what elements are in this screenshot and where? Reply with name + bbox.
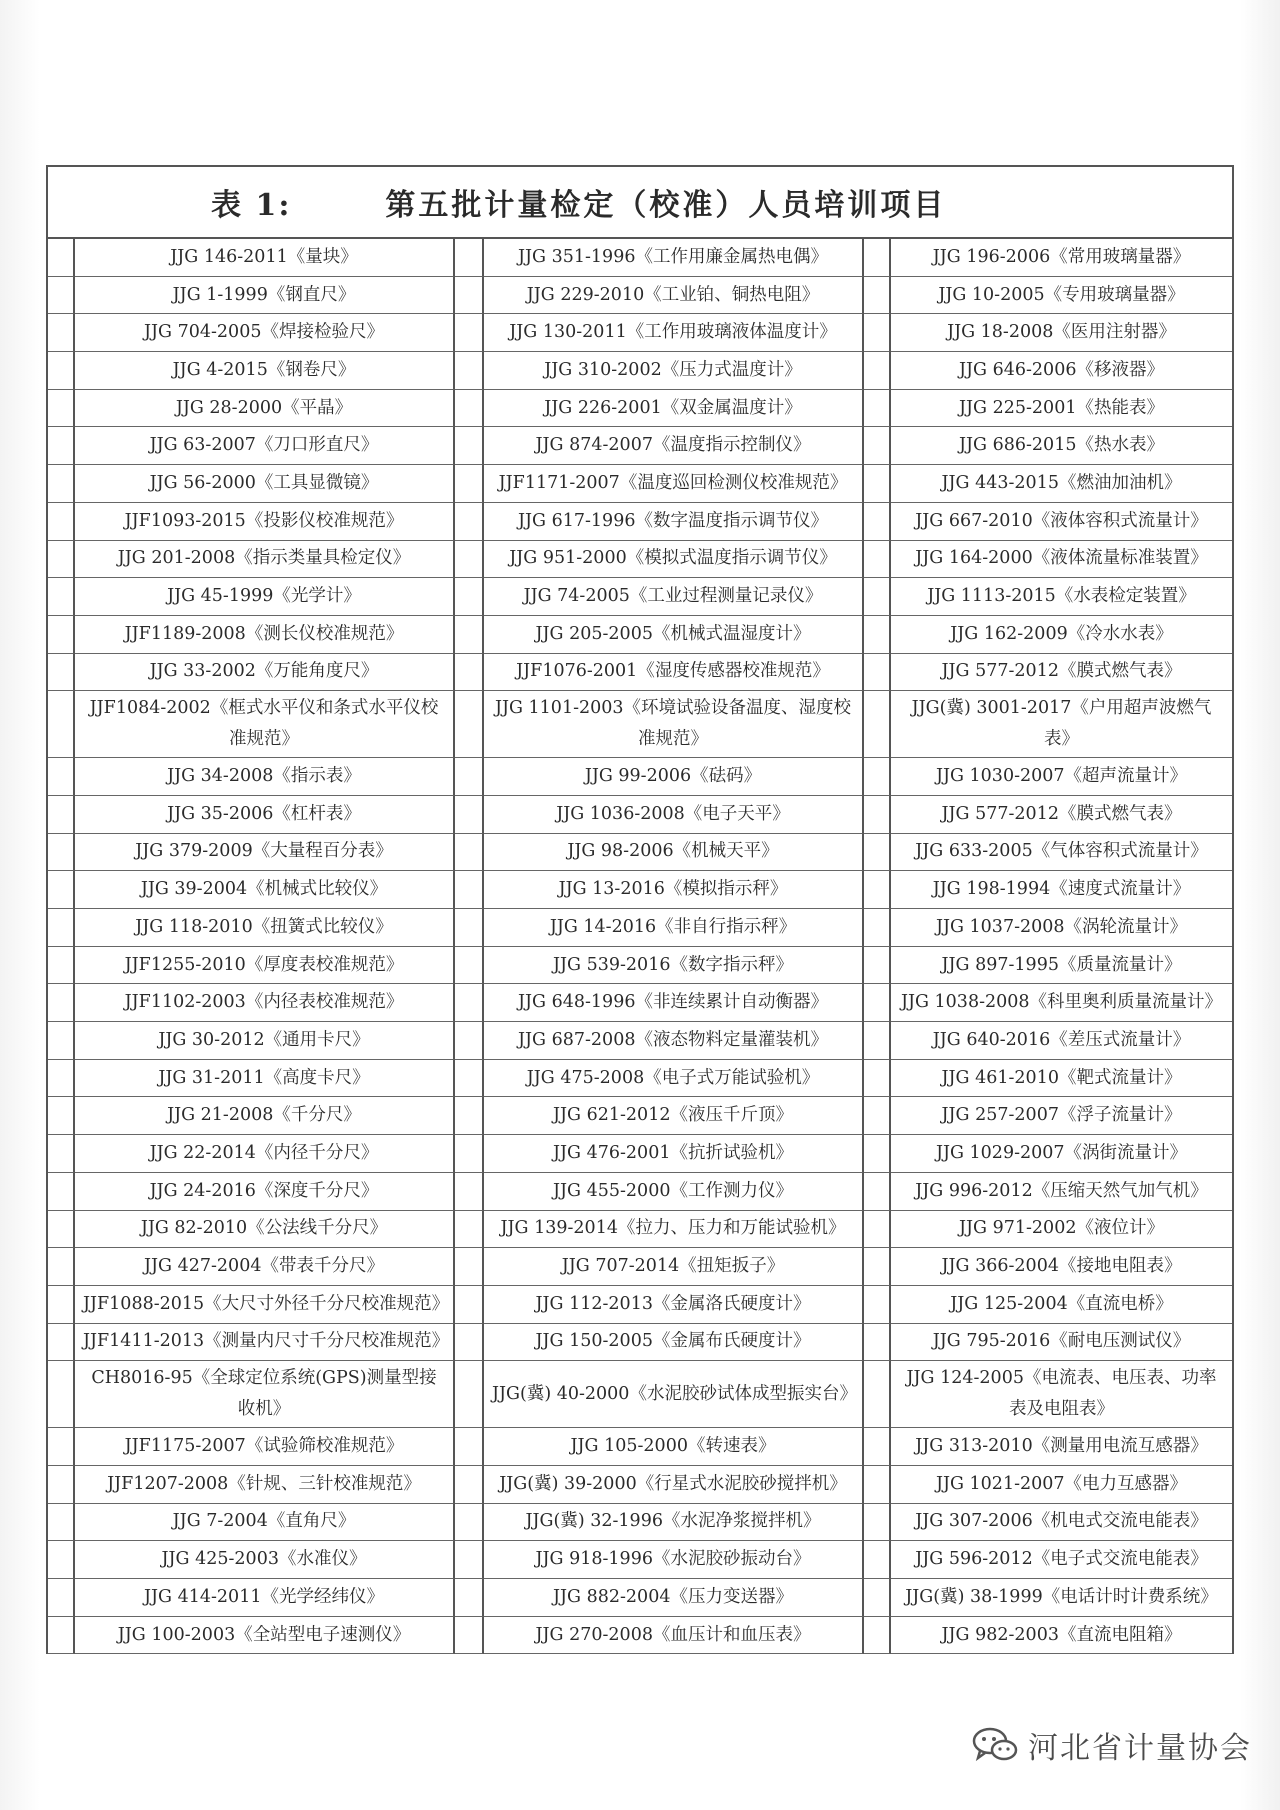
row-gap-cell xyxy=(455,1324,484,1362)
table-cell: JJG 22-2014《内径千分尺》 xyxy=(75,1135,455,1173)
table-cell: JJG(冀) 3001-2017《户用超声波燃气表》 xyxy=(891,691,1232,758)
table-cell: JJG 310-2002《压力式温度计》 xyxy=(484,352,864,390)
row-gap-cell xyxy=(864,1097,891,1135)
row-gap-cell xyxy=(455,1361,484,1428)
row-gap-cell xyxy=(864,871,891,909)
row-gap-cell xyxy=(455,871,484,909)
table-cell: JJG 4-2015《钢卷尺》 xyxy=(75,352,455,390)
table-cell: JJG 229-2010《工业铂、铜热电阻》 xyxy=(484,277,864,315)
table-cell: JJG 667-2010《液体容积式流量计》 xyxy=(891,503,1232,541)
row-gap-cell xyxy=(455,1173,484,1211)
table-cell: JJG 14-2016《非自行指示秤》 xyxy=(484,909,864,947)
row-gap-cell xyxy=(864,1211,891,1249)
row-gap-cell xyxy=(48,465,75,503)
row-gap-cell xyxy=(864,1617,891,1655)
table-cell: JJG 475-2008《电子式万能试验机》 xyxy=(484,1060,864,1098)
table-cell: JJG 162-2009《冷水水表》 xyxy=(891,616,1232,654)
table-cell: JJG 118-2010《扭簧式比较仪》 xyxy=(75,909,455,947)
table-cell: JJG 34-2008《指示表》 xyxy=(75,758,455,796)
row-gap-cell xyxy=(455,834,484,872)
row-gap-cell xyxy=(455,1466,484,1504)
row-gap-cell xyxy=(455,1286,484,1324)
row-gap-cell xyxy=(864,984,891,1022)
table-cell: JJG 646-2006《移液器》 xyxy=(891,352,1232,390)
table-cell: JJG(冀) 32-1996《水泥净浆搅拌机》 xyxy=(484,1504,864,1542)
row-gap-cell xyxy=(48,352,75,390)
row-gap-cell xyxy=(864,503,891,541)
table-cell: JJG 18-2008《医用注射器》 xyxy=(891,314,1232,352)
row-gap-cell xyxy=(455,984,484,1022)
table-cell: JJG 1101-2003《环境试验设备温度、湿度校准规范》 xyxy=(484,691,864,758)
row-gap-cell xyxy=(48,277,75,315)
table-cell: JJG(冀) 38-1999《电话计时计费系统》 xyxy=(891,1579,1232,1617)
row-gap-cell xyxy=(455,1060,484,1098)
row-gap-cell xyxy=(455,352,484,390)
row-gap-cell xyxy=(455,239,484,277)
table-cell: JJG 33-2002《万能角度尺》 xyxy=(75,654,455,692)
row-gap-cell xyxy=(48,1097,75,1135)
row-gap-cell xyxy=(48,616,75,654)
table-cell: JJF1175-2007《试验筛校准规范》 xyxy=(75,1428,455,1466)
row-gap-cell xyxy=(48,390,75,428)
table-cell: JJG 461-2010《靶式流量计》 xyxy=(891,1060,1232,1098)
row-gap-cell xyxy=(864,834,891,872)
row-gap-cell xyxy=(864,691,891,758)
row-gap-cell xyxy=(48,654,75,692)
table-cell: JJG 1029-2007《涡街流量计》 xyxy=(891,1135,1232,1173)
row-gap-cell xyxy=(455,947,484,985)
table-cell: JJG 313-2010《测量用电流互感器》 xyxy=(891,1428,1232,1466)
row-gap-cell xyxy=(455,1617,484,1655)
row-gap-cell xyxy=(455,616,484,654)
table-cell: JJG 617-1996《数字温度指示调节仪》 xyxy=(484,503,864,541)
table-cell: JJG 633-2005《气体容积式流量计》 xyxy=(891,834,1232,872)
row-gap-cell xyxy=(864,1248,891,1286)
row-gap-cell xyxy=(455,796,484,834)
table-cell: JJG 21-2008《千分尺》 xyxy=(75,1097,455,1135)
table-cell: JJG 621-2012《液压千斤顶》 xyxy=(484,1097,864,1135)
table-cell: JJG 443-2015《燃油加油机》 xyxy=(891,465,1232,503)
table-cell: JJG 366-2004《接地电阻表》 xyxy=(891,1248,1232,1286)
row-gap-cell xyxy=(48,1579,75,1617)
row-gap-cell xyxy=(864,1173,891,1211)
row-gap-cell xyxy=(455,578,484,616)
table-cell: JJG 30-2012《通用卡尺》 xyxy=(75,1022,455,1060)
row-gap-cell xyxy=(864,1286,891,1324)
row-gap-cell xyxy=(864,909,891,947)
table-cell: JJG 105-2000《转速表》 xyxy=(484,1428,864,1466)
table-cell: JJG 124-2005《电流表、电压表、功率表及电阻表》 xyxy=(891,1361,1232,1428)
table-cell: JJG 82-2010《公法线千分尺》 xyxy=(75,1211,455,1249)
row-gap-cell xyxy=(48,1324,75,1362)
table-cell: JJG 982-2003《直流电阻箱》 xyxy=(891,1617,1232,1655)
table-cell: JJG 414-2011《光学经纬仪》 xyxy=(75,1579,455,1617)
table-cell: JJG 74-2005《工业过程测量记录仪》 xyxy=(484,578,864,616)
row-gap-cell xyxy=(864,239,891,277)
row-gap-cell xyxy=(864,1579,891,1617)
table-cell: JJG 918-1996《水泥胶砂振动台》 xyxy=(484,1541,864,1579)
row-gap-cell xyxy=(455,1097,484,1135)
row-gap-cell xyxy=(864,1022,891,1060)
table-cell: JJG 1037-2008《涡轮流量计》 xyxy=(891,909,1232,947)
row-gap-cell xyxy=(455,909,484,947)
table-cell: JJG 539-2016《数字指示秤》 xyxy=(484,947,864,985)
row-gap-cell xyxy=(455,1211,484,1249)
table-cell: JJG 648-1996《非连续累计自动衡器》 xyxy=(484,984,864,1022)
table-cell: JJF1255-2010《厚度表校准规范》 xyxy=(75,947,455,985)
table-cell: JJG 28-2000《平晶》 xyxy=(75,390,455,428)
row-gap-cell xyxy=(864,465,891,503)
row-gap-cell xyxy=(864,277,891,315)
table-cell: JJG 196-2006《常用玻璃量器》 xyxy=(891,239,1232,277)
row-gap-cell xyxy=(864,654,891,692)
row-gap-cell xyxy=(455,1504,484,1542)
row-gap-cell xyxy=(455,691,484,758)
row-gap-cell xyxy=(48,1060,75,1098)
table-cell: JJG 874-2007《温度指示控制仪》 xyxy=(484,427,864,465)
row-gap-cell xyxy=(864,1504,891,1542)
row-gap-cell xyxy=(48,314,75,352)
table-cell: JJF1088-2015《大尺寸外径千分尺校准规范》 xyxy=(75,1286,455,1324)
row-gap-cell xyxy=(48,758,75,796)
table-cell: JJG 99-2006《砝码》 xyxy=(484,758,864,796)
table-cell: JJG(冀) 39-2000《行星式水泥胶砂搅拌机》 xyxy=(484,1466,864,1504)
table-cell: JJG 63-2007《刀口形直尺》 xyxy=(75,427,455,465)
table-cell: JJG 577-2012《膜式燃气表》 xyxy=(891,654,1232,692)
row-gap-cell xyxy=(864,578,891,616)
table-cell: JJG 31-2011《高度卡尺》 xyxy=(75,1060,455,1098)
table-cell: JJG 427-2004《带表千分尺》 xyxy=(75,1248,455,1286)
table-cell: JJG 226-2001《双金属温度计》 xyxy=(484,390,864,428)
table-cell: JJG 795-2016《耐电压测试仪》 xyxy=(891,1324,1232,1362)
row-gap-cell xyxy=(864,758,891,796)
table-cell: JJG 257-2007《浮子流量计》 xyxy=(891,1097,1232,1135)
watermark xyxy=(972,1723,1252,1767)
table-cell: JJG 225-2001《热能表》 xyxy=(891,390,1232,428)
table-cell: JJG 205-2005《机械式温湿度计》 xyxy=(484,616,864,654)
row-gap-cell xyxy=(48,1504,75,1542)
row-gap-cell xyxy=(864,541,891,579)
table-cell: JJG 164-2000《液体流量标准装置》 xyxy=(891,541,1232,579)
row-gap-cell xyxy=(864,947,891,985)
row-gap-cell xyxy=(864,427,891,465)
row-gap-cell xyxy=(864,352,891,390)
table-cell: JJG 455-2000《工作测力仪》 xyxy=(484,1173,864,1211)
table-cell: JJG 971-2002《液位计》 xyxy=(891,1211,1232,1249)
table-cell: JJG 10-2005《专用玻璃量器》 xyxy=(891,277,1232,315)
table-cell: JJG 100-2003《全站型电子速测仪》 xyxy=(75,1617,455,1655)
table-cell: JJG 882-2004《压力变送器》 xyxy=(484,1579,864,1617)
table-cell: JJF1093-2015《投影仪校准规范》 xyxy=(75,503,455,541)
training-table xyxy=(46,165,1234,1654)
row-gap-cell xyxy=(48,1541,75,1579)
row-gap-cell xyxy=(48,691,75,758)
row-gap-cell xyxy=(48,796,75,834)
row-gap-cell xyxy=(864,390,891,428)
table-cell: JJG 704-2005《焊接检验尺》 xyxy=(75,314,455,352)
row-gap-cell xyxy=(48,1211,75,1249)
table-cell: JJG 112-2013《金属洛氏硬度计》 xyxy=(484,1286,864,1324)
row-gap-cell xyxy=(455,277,484,315)
table-cell: JJG 379-2009《大量程百分表》 xyxy=(75,834,455,872)
table-cell: JJG 351-1996《工作用廉金属热电偶》 xyxy=(484,239,864,277)
table-cell: JJG 596-2012《电子式交流电能表》 xyxy=(891,1541,1232,1579)
table-cell: JJG 307-2006《机电式交流电能表》 xyxy=(891,1504,1232,1542)
table-cell: JJG 139-2014《拉力、压力和万能试验机》 xyxy=(484,1211,864,1249)
table-cell: JJG 640-2016《差压式流量计》 xyxy=(891,1022,1232,1060)
table-cell: JJG 13-2016《模拟指示秤》 xyxy=(484,871,864,909)
table-cell: JJF1171-2007《温度巡回检测仪校准规范》 xyxy=(484,465,864,503)
row-gap-cell xyxy=(864,1060,891,1098)
table-cell: JJG 476-2001《抗折试验机》 xyxy=(484,1135,864,1173)
table-cell: JJG 1038-2008《科里奥利质量流量计》 xyxy=(891,984,1232,1022)
table-cell: JJG 707-2014《扭矩扳子》 xyxy=(484,1248,864,1286)
wechat-icon xyxy=(972,1726,1018,1764)
watermark-text: 河北省计量协会 xyxy=(1028,1731,1252,1766)
row-gap-cell xyxy=(864,1541,891,1579)
table-cell: JJG 45-1999《光学计》 xyxy=(75,578,455,616)
table-cell: JJG 39-2004《机械式比较仪》 xyxy=(75,871,455,909)
row-gap-cell xyxy=(864,1361,891,1428)
row-gap-cell xyxy=(48,1428,75,1466)
row-gap-cell xyxy=(48,1135,75,1173)
table-cell: JJG 1030-2007《超声流量计》 xyxy=(891,758,1232,796)
row-gap-cell xyxy=(864,1324,891,1362)
table-cell: JJF1411-2013《测量内尺寸千分尺校准规范》 xyxy=(75,1324,455,1362)
row-gap-cell xyxy=(48,578,75,616)
table-cell: JJF1189-2008《测长仪校准规范》 xyxy=(75,616,455,654)
table-cell: JJG 425-2003《水准仪》 xyxy=(75,1541,455,1579)
table-cell: JJG 897-1995《质量流量计》 xyxy=(891,947,1232,985)
row-gap-cell xyxy=(455,1135,484,1173)
row-gap-cell xyxy=(864,616,891,654)
row-gap-cell xyxy=(48,871,75,909)
table-cell: JJG 56-2000《工具显微镜》 xyxy=(75,465,455,503)
table-cell: JJG 1021-2007《电力互感器》 xyxy=(891,1466,1232,1504)
table-cell: JJF1102-2003《内径表校准规范》 xyxy=(75,984,455,1022)
row-gap-cell xyxy=(48,239,75,277)
table-cell: JJG 201-2008《指示类量具检定仪》 xyxy=(75,541,455,579)
table-cell: JJG 35-2006《杠杆表》 xyxy=(75,796,455,834)
table-cell: JJG 1113-2015《水表检定装置》 xyxy=(891,578,1232,616)
table-cell: JJG 687-2008《液态物料定量灌装机》 xyxy=(484,1022,864,1060)
row-gap-cell xyxy=(455,1579,484,1617)
table-cell: JJG 577-2012《膜式燃气表》 xyxy=(891,796,1232,834)
row-gap-cell xyxy=(455,390,484,428)
row-gap-cell xyxy=(48,541,75,579)
row-gap-cell xyxy=(48,1466,75,1504)
table-title-row xyxy=(48,167,1232,239)
table-cell: JJG 7-2004《直角尺》 xyxy=(75,1504,455,1542)
table-cell: JJG 951-2000《模拟式温度指示调节仪》 xyxy=(484,541,864,579)
row-gap-cell xyxy=(48,909,75,947)
table-cell: JJG 150-2005《金属布氏硬度计》 xyxy=(484,1324,864,1362)
table-cell: JJG 24-2016《深度千分尺》 xyxy=(75,1173,455,1211)
table-cell: JJG 98-2006《机械天平》 xyxy=(484,834,864,872)
row-gap-cell xyxy=(455,1428,484,1466)
row-gap-cell xyxy=(48,947,75,985)
table-cell: JJG 125-2004《直流电桥》 xyxy=(891,1286,1232,1324)
table-cell: JJG 996-2012《压缩天然气加气机》 xyxy=(891,1173,1232,1211)
table-cell: JJG(冀) 40-2000《水泥胶砂试体成型振实台》 xyxy=(484,1361,864,1428)
row-gap-cell xyxy=(48,1286,75,1324)
page-title: 第五批计量检定（校准）人员培训项目 xyxy=(385,188,947,223)
table-cell: JJG 146-2011《量块》 xyxy=(75,239,455,277)
row-gap-cell xyxy=(455,465,484,503)
table-cell: JJG 686-2015《热水表》 xyxy=(891,427,1232,465)
row-gap-cell xyxy=(455,541,484,579)
row-gap-cell xyxy=(455,1248,484,1286)
row-gap-cell xyxy=(455,758,484,796)
table-cell: JJF1084-2002《框式水平仪和条式水平仪校准规范》 xyxy=(75,691,455,758)
row-gap-cell xyxy=(455,427,484,465)
row-gap-cell xyxy=(864,796,891,834)
row-gap-cell xyxy=(455,314,484,352)
table-body xyxy=(48,239,1232,1654)
table-cell: JJF1207-2008《针规、三针校准规范》 xyxy=(75,1466,455,1504)
row-gap-cell xyxy=(48,1248,75,1286)
row-gap-cell xyxy=(864,1135,891,1173)
row-gap-cell xyxy=(864,1428,891,1466)
table-cell: JJG 1036-2008《电子天平》 xyxy=(484,796,864,834)
table-cell: JJG 198-1994《速度式流量计》 xyxy=(891,871,1232,909)
row-gap-cell xyxy=(864,1466,891,1504)
row-gap-cell xyxy=(455,654,484,692)
row-gap-cell xyxy=(455,1022,484,1060)
row-gap-cell xyxy=(48,984,75,1022)
row-gap-cell xyxy=(48,503,75,541)
table-cell: CH8016-95《全球定位系统(GPS)测量型接收机》 xyxy=(75,1361,455,1428)
row-gap-cell xyxy=(48,1022,75,1060)
row-gap-cell xyxy=(48,1173,75,1211)
table-cell: JJF1076-2001《湿度传感器校准规范》 xyxy=(484,654,864,692)
table-number-label: 表 1: xyxy=(211,188,292,223)
table-cell: JJG 130-2011《工作用玻璃液体温度计》 xyxy=(484,314,864,352)
row-gap-cell xyxy=(48,834,75,872)
row-gap-cell xyxy=(455,1541,484,1579)
table-cell: JJG 1-1999《钢直尺》 xyxy=(75,277,455,315)
row-gap-cell xyxy=(48,1617,75,1655)
row-gap-cell xyxy=(48,1361,75,1428)
row-gap-cell xyxy=(455,503,484,541)
table-cell: JJG 270-2008《血压计和血压表》 xyxy=(484,1617,864,1655)
row-gap-cell xyxy=(48,427,75,465)
row-gap-cell xyxy=(864,314,891,352)
